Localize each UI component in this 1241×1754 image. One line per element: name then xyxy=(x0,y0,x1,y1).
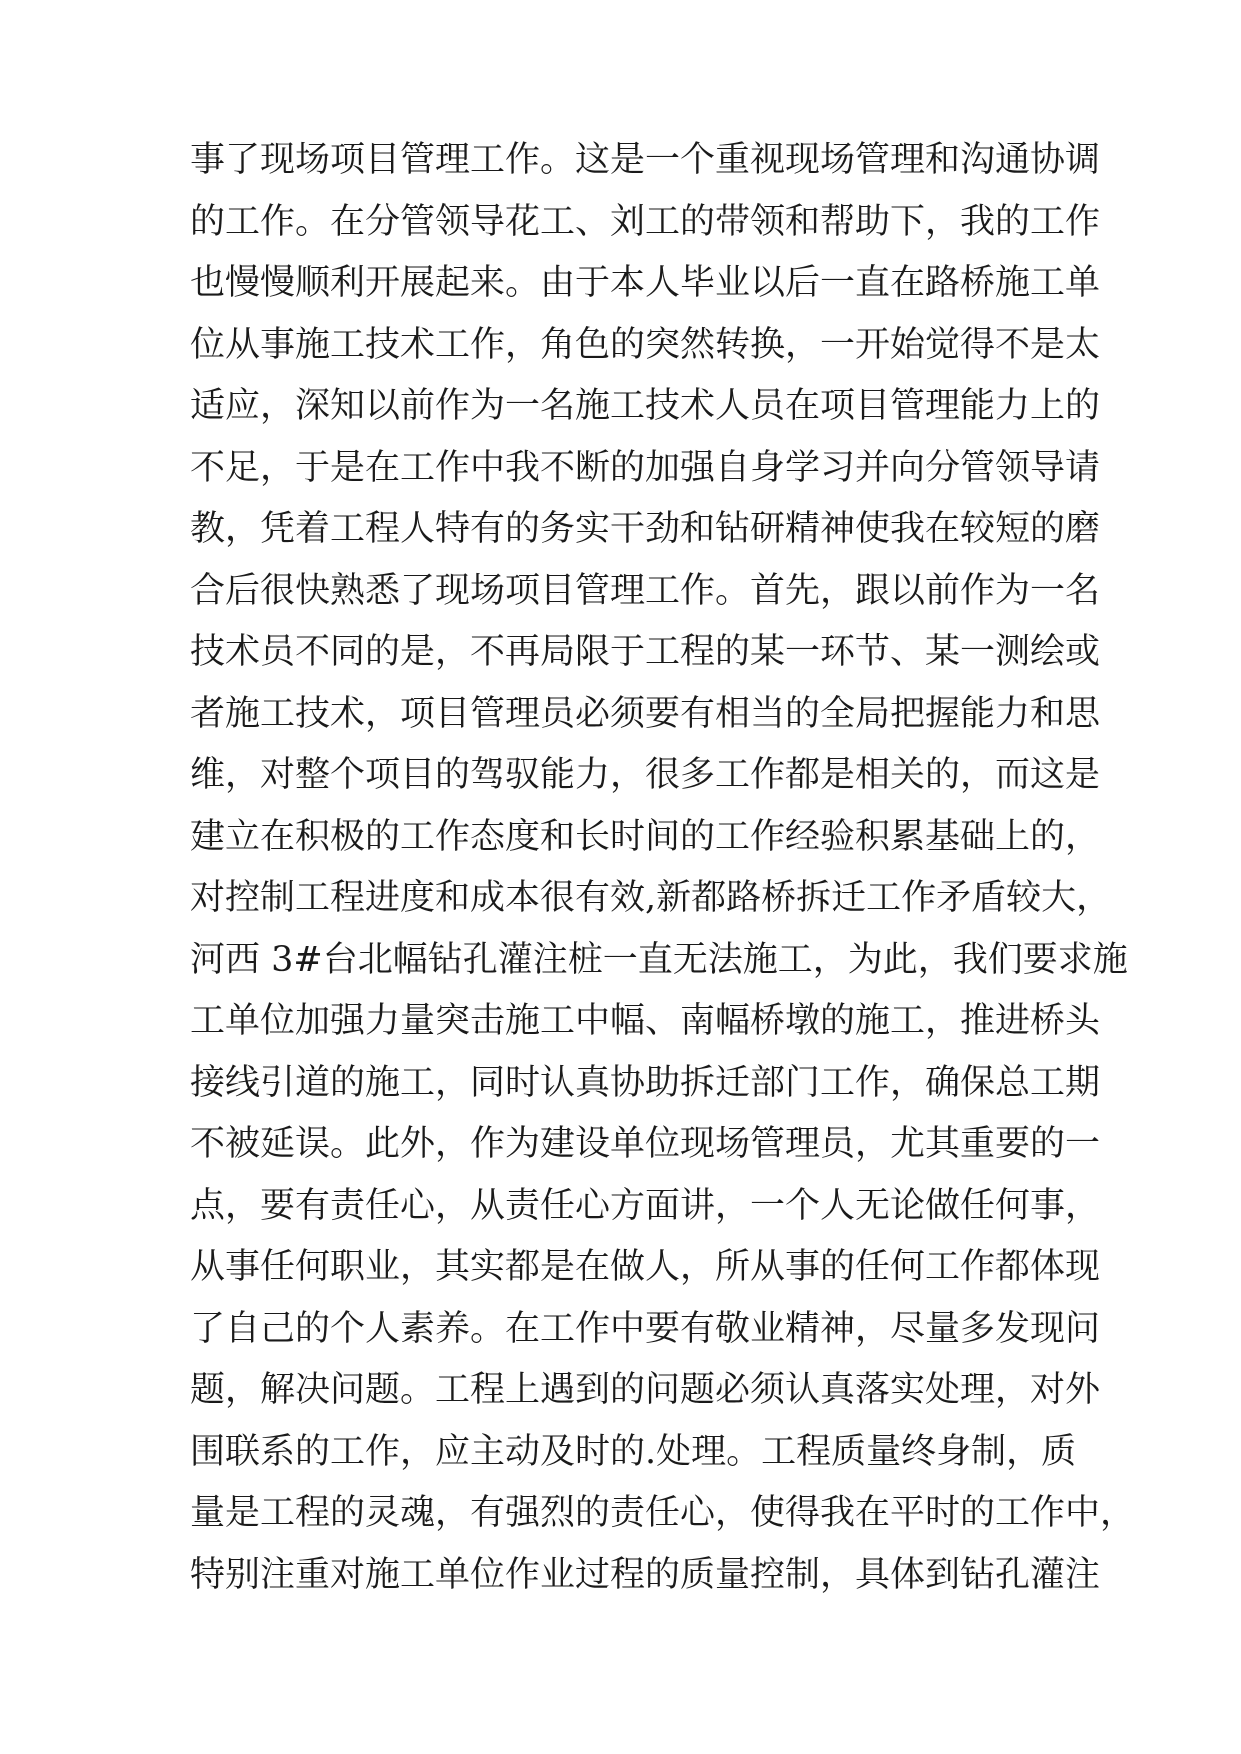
text-line: 了自己的个人素养。在工作中要有敬业精神，尽量多发现问 xyxy=(190,1308,1101,1349)
text-line: 者施工技术，项目管理员必须要有相当的全局把握能力和思 xyxy=(190,693,1101,734)
text-line: 建立在积极的工作态度和长时间的工作经验积累基础上的， xyxy=(190,816,1101,857)
text-line: 适应，深知以前作为一名施工技术人员在项目管理能力上的 xyxy=(190,386,1101,426)
text-line: 事了现场项目管理工作。这是一个重视现场管理和沟通协调 xyxy=(190,140,1101,180)
text-line: 量是工程的灵魂，有强烈的责任心，使得我在平时的工作中， xyxy=(190,1493,1136,1533)
text-line: 题，解决问题。工程上遇到的问题必须认真落实处理，对外 xyxy=(190,1370,1101,1410)
text-line: 特别注重对施工单位作业过程的质量控制，具体到钻孔灌注 xyxy=(190,1554,1101,1595)
text-line: 点，要有责任心，从责任心方面讲，一个人无论做任何事， xyxy=(190,1185,1101,1226)
text-line: 合后很快熟悉了现场项目管理工作。首先，跟以前作为一名 xyxy=(190,570,1101,611)
text-line: 围联系的工作，应主动及时的.处理。工程质量终身制，质 xyxy=(190,1431,1077,1472)
body-text xyxy=(190,130,1136,1606)
text-line: 对控制工程进度和成本很有效,新都路桥拆迁工作矛盾较大， xyxy=(190,878,1112,918)
text-line: 从事任何职业，其实都是在做人，所从事的任何工作都体现 xyxy=(190,1247,1101,1287)
text-line: 的工作。在分管领导花工、刘工的带领和帮助下，我的工作 xyxy=(190,201,1101,242)
text-line: 维，对整个项目的驾驭能力，很多工作都是相关的，而这是 xyxy=(190,755,1101,795)
text-line: 河西 3#台北幅钻孔灌注桩一直无法施工，为此，我们要求施 xyxy=(190,939,1128,980)
text-line: 不被延误。此外，作为建设单位现场管理员，尤其重要的一 xyxy=(190,1124,1101,1164)
text-line: 接线引道的施工，同时认真协助拆迁部门工作，确保总工期 xyxy=(190,1062,1101,1103)
text-line: 工单位加强力量突击施工中幅、南幅桥墩的施工，推进桥头 xyxy=(190,1001,1101,1041)
text-line: 位从事施工技术工作，角色的突然转换，一开始觉得不是太 xyxy=(190,324,1101,365)
text-line: 也慢慢顺利开展起来。由于本人毕业以后一直在路桥施工单 xyxy=(190,263,1101,303)
text-line: 教，凭着工程人特有的务实干劲和钻研精神使我在较短的磨 xyxy=(190,509,1101,549)
text-line: 技术员不同的是，不再局限于工程的某一环节、某一测绘或 xyxy=(190,632,1101,672)
text-line: 不足，于是在工作中我不断的加强自身学习并向分管领导请 xyxy=(190,447,1101,488)
